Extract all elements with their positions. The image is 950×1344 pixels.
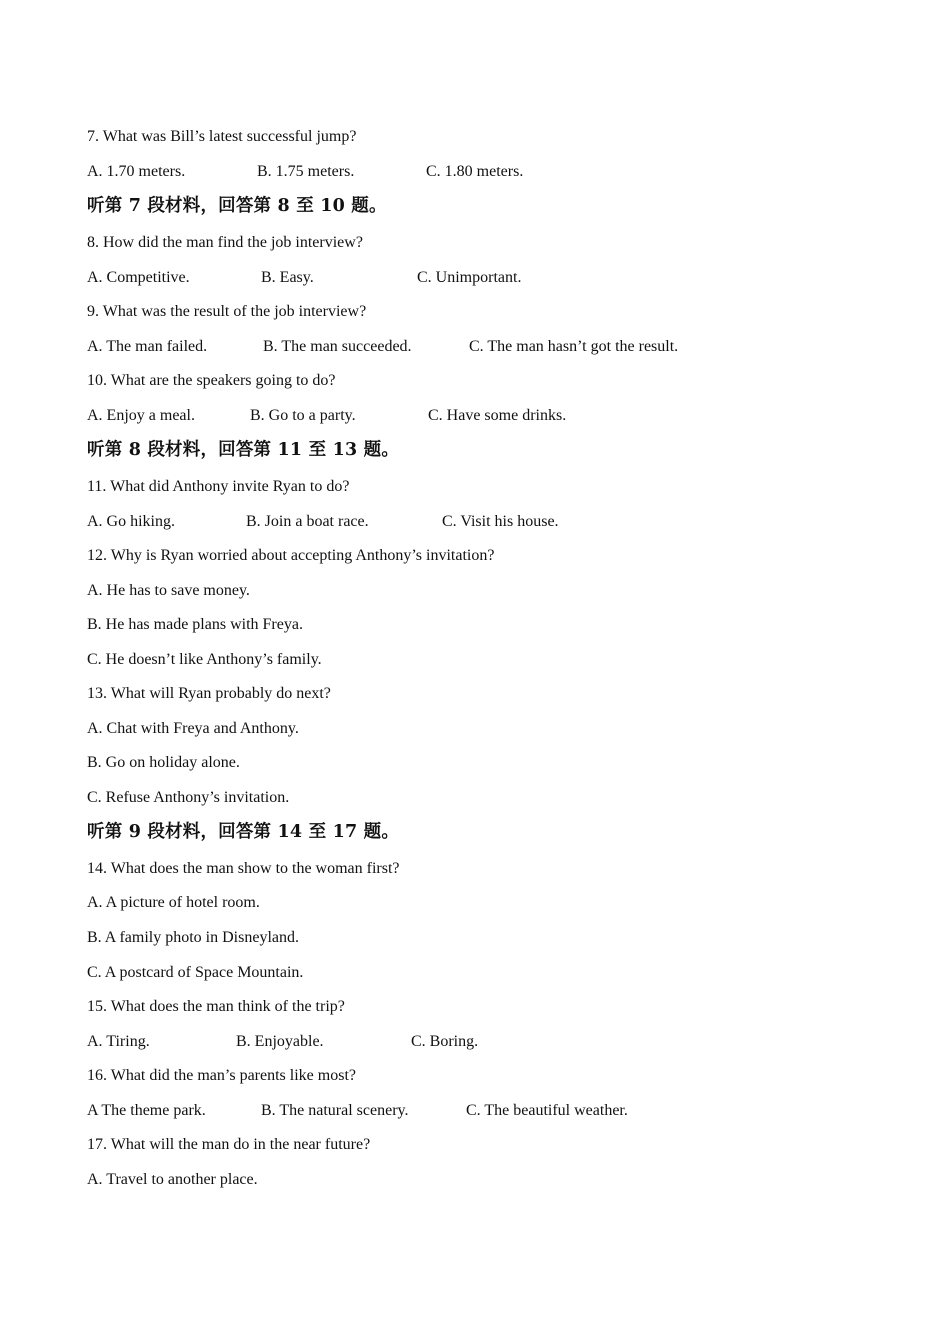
question-9-stem: 9. What was the result of the job interview? (87, 303, 367, 320)
question-13-option-a: A. Chat with Freya and Anthony. (87, 720, 299, 737)
question-7-option-b: B. 1.75 meters. (257, 163, 355, 180)
question-11-option-b: B. Join a boat race. (246, 513, 369, 530)
question-11-option-c: C. Visit his house. (442, 513, 559, 530)
question-13-stem: 13. What will Ryan probably do next? (87, 685, 331, 702)
question-15-option-a: A. Tiring. (87, 1033, 150, 1050)
question-12-option-b: B. He has made plans with Freya. (87, 616, 303, 633)
question-16-option-c: C. The beautiful weather. (466, 1102, 628, 1119)
question-14-stem: 14. What does the man show to the woman first? (87, 860, 400, 877)
question-8-option-b: B. Easy. (261, 269, 314, 286)
question-13-option-b: B. Go on holiday alone. (87, 754, 240, 771)
question-15-stem: 15. What does the man think of the trip? (87, 998, 345, 1015)
question-12-option-a: A. He has to save money. (87, 582, 250, 599)
question-11-stem: 11. What did Anthony invite Ryan to do? (87, 478, 350, 495)
question-17-option-a: A. Travel to another place. (87, 1171, 258, 1188)
question-15-option-c: C. Boring. (411, 1033, 479, 1050)
question-15-option-b: B. Enjoyable. (236, 1033, 324, 1050)
question-8-option-a: A. Competitive. (87, 269, 190, 286)
section-8-heading: 听第 8 段材料，回答第 11 至 13 题。 (87, 440, 400, 460)
question-9-option-a: A. The man failed. (87, 338, 208, 355)
question-8-option-c: C. Unimportant. (417, 269, 522, 286)
question-10-option-a: A. Enjoy a meal. (87, 407, 195, 424)
question-7-stem: 7. What was Bill’s latest successful jump? (87, 128, 357, 145)
question-8-stem: 8. How did the man find the job interview? (87, 234, 363, 251)
question-7-option-a: A. 1.70 meters. (87, 163, 186, 180)
question-16-stem: 16. What did the man’s parents like most? (87, 1067, 356, 1084)
section-7-heading: 听第 7 段材料，回答第 8 至 10 题。 (87, 196, 387, 216)
question-9-option-c: C. The man hasn’t got the result. (469, 338, 679, 355)
question-14-option-c: C. A postcard of Space Mountain. (87, 964, 304, 981)
question-12-option-c: C. He doesn’t like Anthony’s family. (87, 651, 322, 668)
question-7-option-c: C. 1.80 meters. (426, 163, 524, 180)
question-9-option-b: B. The man succeeded. (263, 338, 412, 355)
question-17-stem: 17. What will the man do in the near future? (87, 1136, 371, 1153)
question-14-option-b: B. A family photo in Disneyland. (87, 929, 299, 946)
question-12-stem: 12. Why is Ryan worried about accepting Anthony’s invitation? (87, 547, 495, 564)
question-10-option-c: C. Have some drinks. (428, 407, 567, 424)
question-11-option-a: A. Go hiking. (87, 513, 175, 530)
question-10-stem: 10. What are the speakers going to do? (87, 372, 336, 389)
question-16-option-a: A The theme park. (87, 1102, 206, 1119)
question-14-option-a: A. A picture of hotel room. (87, 894, 260, 911)
question-10-option-b: B. Go to a party. (250, 407, 356, 424)
section-9-heading: 听第 9 段材料，回答第 14 至 17 题。 (87, 822, 400, 842)
question-16-option-b: B. The natural scenery. (261, 1102, 409, 1119)
question-13-option-c: C. Refuse Anthony’s invitation. (87, 789, 290, 806)
